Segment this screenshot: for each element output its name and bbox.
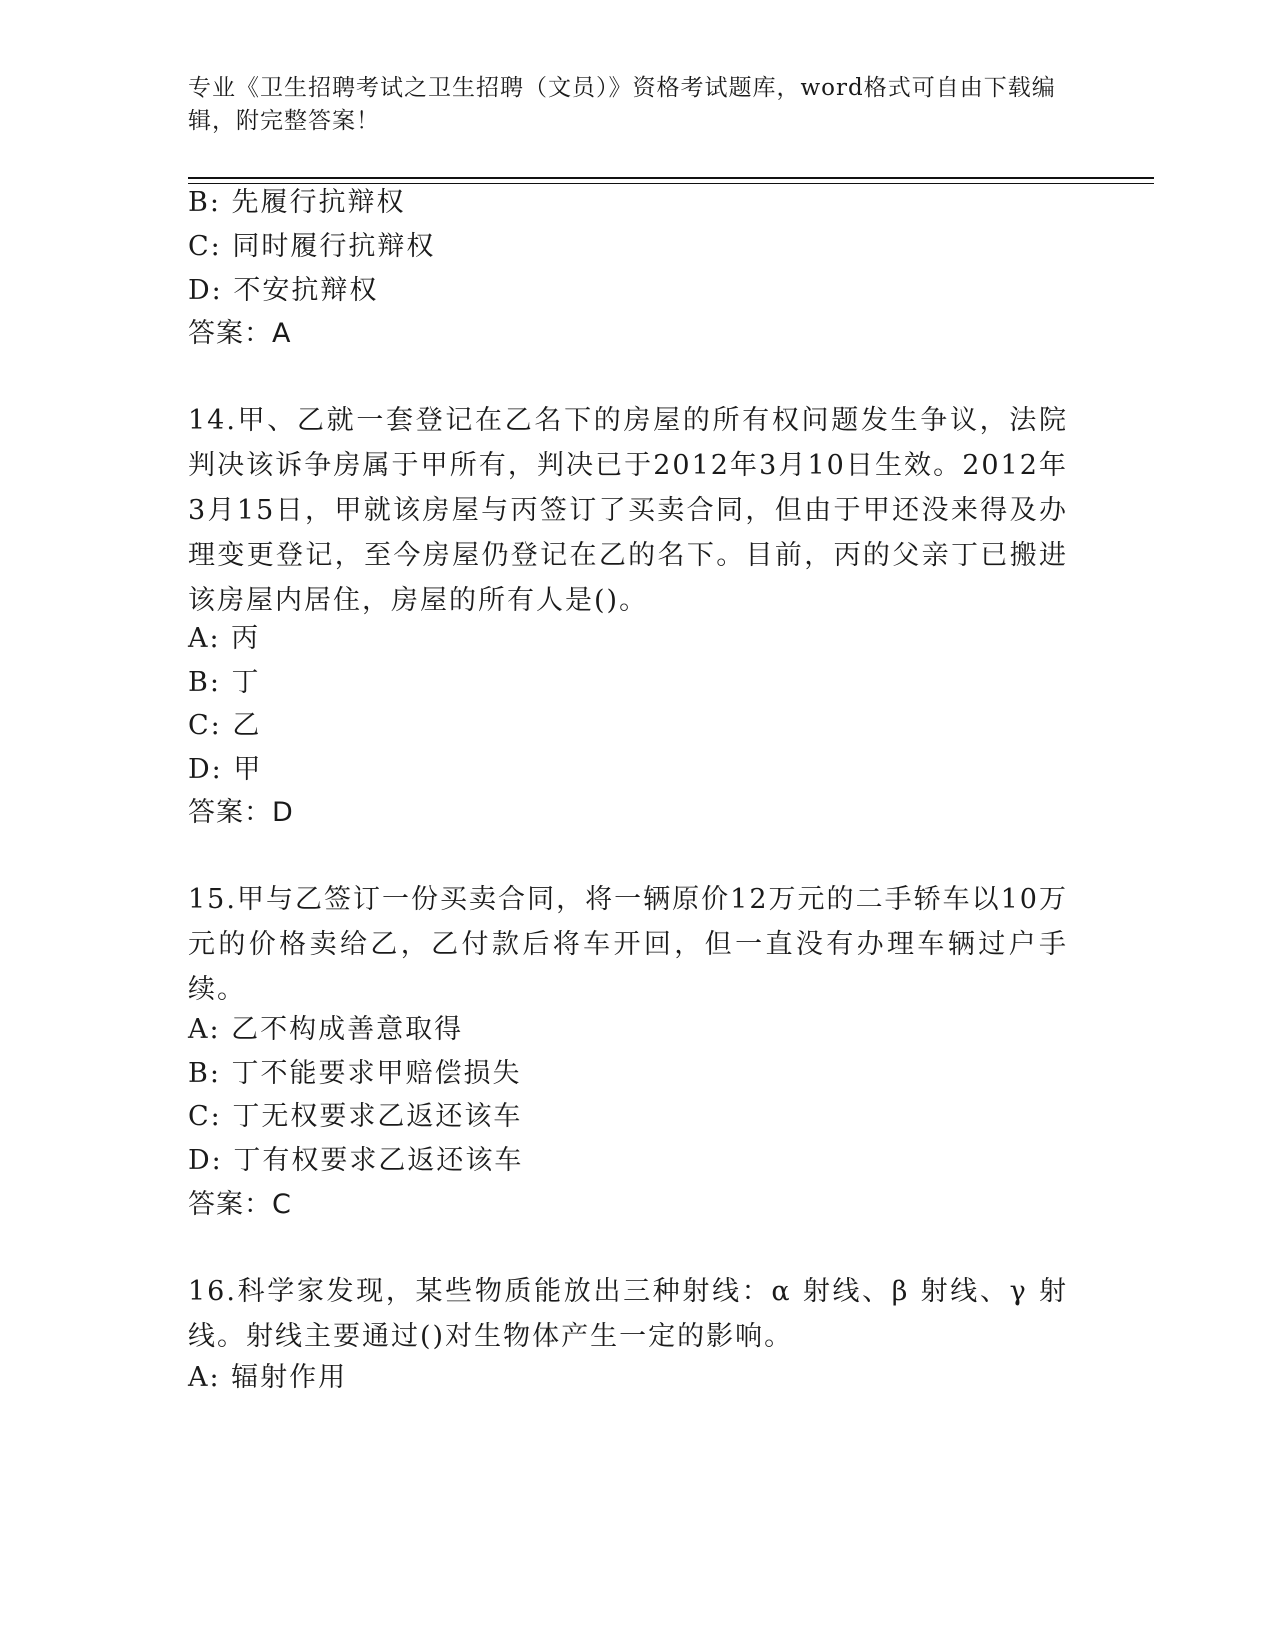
q13-option-d: D: 不安抗辩权 bbox=[188, 275, 379, 306]
q15-stem: 15.甲与乙签订一份买卖合同，将一辆原价12万元的二手轿车以10万元的价格卖给乙，乙付款后将车开回，但一直没有办理车辆过户手续。 bbox=[188, 884, 1068, 1005]
q13-answer: 答案：A bbox=[188, 318, 292, 349]
q15-option-d: D: 丁有权要求乙返还该车 bbox=[188, 1145, 524, 1176]
q14-option-c: C: 乙 bbox=[188, 710, 262, 741]
q15-option-a: A: 乙不构成善意取得 bbox=[188, 1014, 464, 1045]
q14-option-d: D: 甲 bbox=[188, 754, 263, 785]
q15-answer: 答案：C bbox=[188, 1189, 292, 1220]
header-rule-thick bbox=[188, 177, 1154, 179]
q14-answer: 答案：D bbox=[188, 797, 294, 828]
q13-option-b: B: 先履行抗辩权 bbox=[188, 187, 406, 218]
q14-option-b: B: 丁 bbox=[188, 667, 261, 698]
q13-option-c: C: 同时履行抗辩权 bbox=[188, 231, 436, 262]
q16-option-a: A: 辐射作用 bbox=[188, 1362, 348, 1393]
document-header: 专业《卫生招聘考试之卫生招聘（文员）》资格考试题库，word格式可自由下载编辑，附完整答案！ bbox=[188, 75, 1056, 134]
q15-option-b: B: 丁不能要求甲赔偿损失 bbox=[188, 1058, 522, 1089]
q14-option-a: A: 丙 bbox=[188, 623, 261, 654]
q15-option-c: C: 丁无权要求乙返还该车 bbox=[188, 1101, 523, 1132]
q16-stem: 16.科学家发现，某些物质能放出三种射线：α 射线、β 射线、γ 射线。射线主要通过()对生物体产生一定的影响。 bbox=[188, 1276, 1068, 1352]
q14-stem: 14.甲、乙就一套登记在乙名下的房屋的所有权问题发生争议，法院判决该诉争房属于甲所有，判决已于2012年3月10日生效。2012年3月15日，甲就该房屋与丙签订了买卖合同，但由于甲还没来得及办理变更登记，至今房屋仍登记在乙的名下。目前，丙的父亲丁已搬进该房屋内居住，房屋的所有人是()。 bbox=[188, 405, 1068, 616]
